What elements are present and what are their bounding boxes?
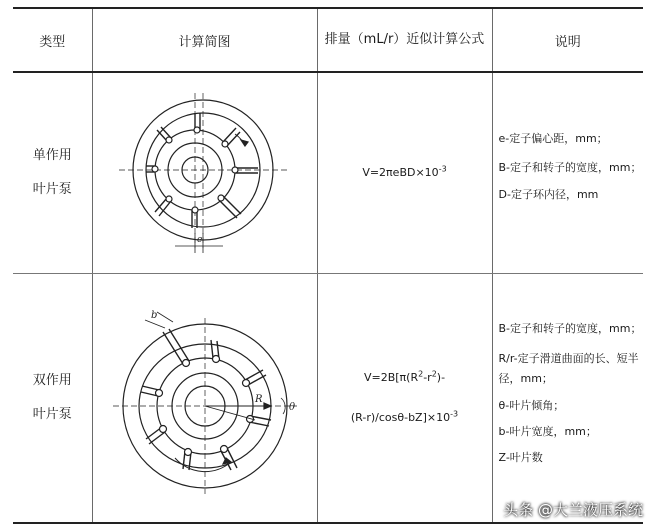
note-item: D-定子环内径，mm [498,188,599,201]
type-label-line1: 单作用 [32,148,72,163]
formula-exponent: -3 [438,164,447,174]
header-type: 类型 [13,8,92,72]
header-note: 说明 [492,8,643,72]
formula-text: V=2πeBD×10 [362,166,439,179]
formula-exponent: -3 [450,409,459,419]
diagram-cell [92,274,317,524]
vane-angle-label: θ [288,402,295,413]
type-label-line2: 叶片泵 [32,182,72,197]
note-item: e-定子偏心距，mm； [498,132,608,145]
type-label-line1: 双作用 [32,373,72,388]
formula-part: -r [423,371,432,384]
formula-cell [317,72,492,274]
note-cell [492,274,643,524]
single-acting-pump-diagram [115,88,295,258]
diagram-cell [92,72,317,274]
formula-cell [317,274,492,524]
note-item: B-定子和转子的宽度，mm； [498,322,642,335]
radius-label: R [254,394,263,405]
note-item: b-叶片宽度，mm； [498,425,597,438]
vane-width-label: b [150,310,157,321]
type-cell [13,274,92,524]
formula-line1 [318,358,492,398]
watermark-text: 头条 @大兰液压系统 [503,501,643,519]
formula-part: V=2B[π(R [363,371,419,384]
header-formula: 排量（mL/r）近似计算公式 [317,8,492,72]
type-label-line2: 叶片泵 [32,407,72,422]
formula-part: )- [436,371,446,384]
formula-exponent: 2 [418,369,424,379]
note-cell [492,72,643,274]
type-cell [13,72,92,274]
note-item: Z-叶片数 [498,451,543,464]
table-row-double-acting [13,274,643,524]
note-item: B-定子和转子的宽度，mm； [498,161,642,174]
eccentricity-label: e [196,235,202,245]
formula-part: (R-r)/cosθ-bZ]×10 [350,411,451,424]
header-diagram: 计算简图 [92,8,317,72]
pump-displacement-table [13,7,643,524]
table-row-single-acting [13,72,643,274]
table-header-row [13,8,643,72]
note-item: R/r-定子滑道曲面的长、短半径，mm； [498,352,639,385]
double-acting-pump-diagram [105,298,305,498]
formula-line2 [318,398,492,438]
note-item: θ-叶片倾角； [498,399,565,412]
formula-exponent: 2 [431,369,437,379]
